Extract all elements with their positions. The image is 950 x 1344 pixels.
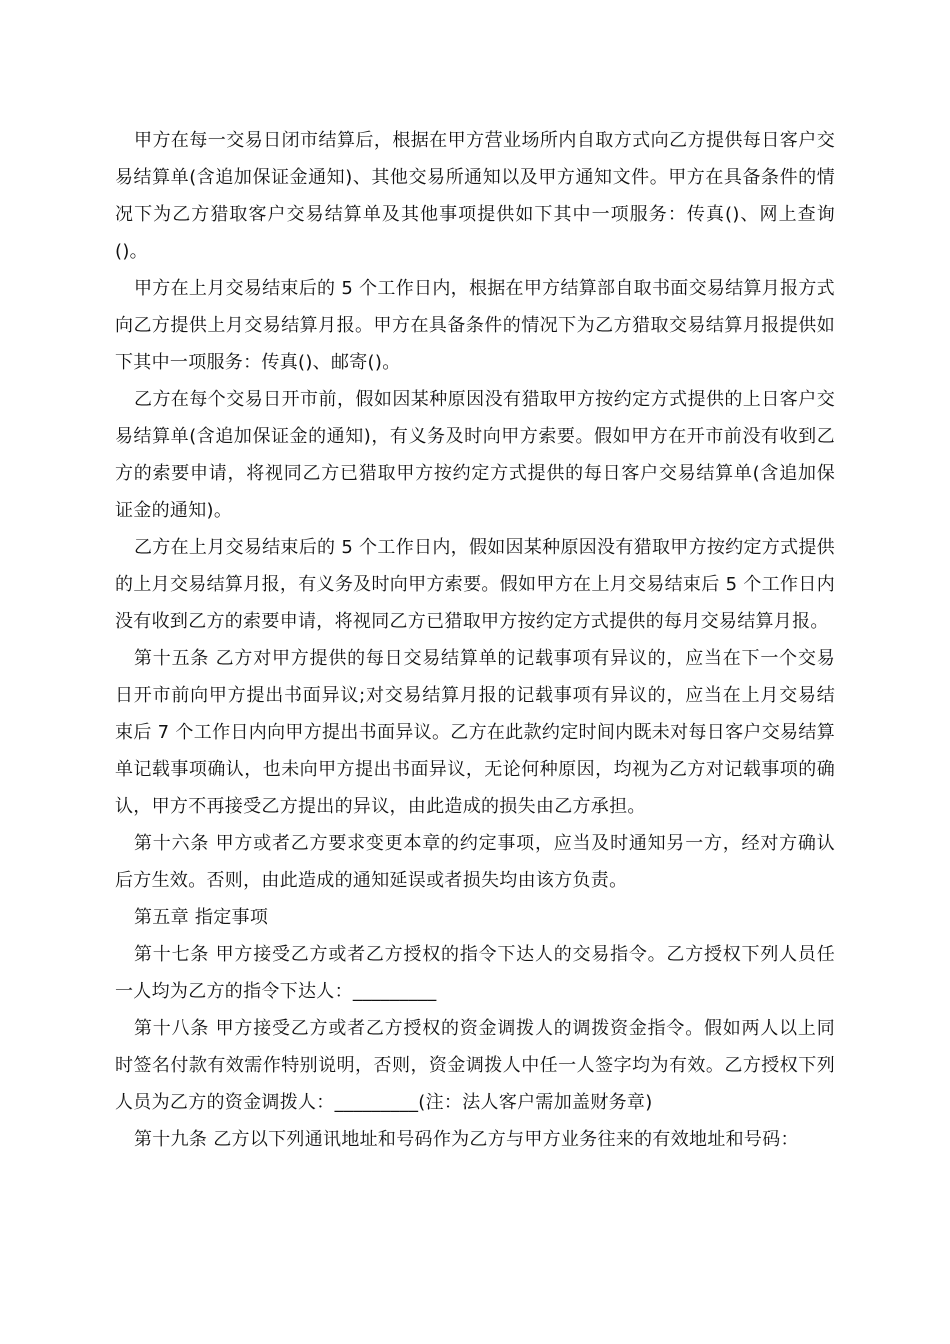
paragraph-monthly-request: 乙方在上月交易结束后的 5 个工作日内，假如因某种原因没有猎取甲方按约定方式提供的上月交易结算月报，有义务及时向甲方索要。假如甲方在上月交易结束后 5 个工作日内没有收到乙方的索要申请，将视同乙方已猎取甲方按约定方式提供的每月交易结算月报。 xyxy=(115,537,835,632)
paragraph-settlement-monthly: 甲方在上月交易结束后的 5 个工作日内，根据在甲方结算部自取书面交易结算月报方式向乙方提供上月交易结算月报。甲方在具备条件的情况下为乙方猎取交易结算月报提供如下其中一项服务：传真()、邮寄()。 xyxy=(115,278,835,373)
chapter-5-heading: 第五章 指定事项 xyxy=(134,907,269,928)
paragraph-article-15: 第十五条 乙方对甲方提供的每日交易结算单的记载事项有异议的，应当在下一个交易日开市前向甲方提出书面异议;对交易结算月报的记载事项有异议的，应当在上月交易结束后 7 个工作日内向甲方提出书面异议。乙方在此款约定时间内既未对每日客户交易结算单记载事项确认，也未向甲方提出书面异议，无论何种原因，均视为乙方对记载事项的确认，甲方不再接受乙方提出的异议，由此造成的损失由乙方承担。 xyxy=(115,648,835,817)
paragraph-article-16: 第十六条 甲方或者乙方要求变更本章的约定事项，应当及时通知另一方，经对方确认后方生效。否则，由此造成的通知延误或者损失均由该方负责。 xyxy=(115,833,835,891)
paragraph-article-17: 第十七条 甲方接受乙方或者乙方授权的指令下达人的交易指令。乙方授权下列人员任一人均为乙方的指令下达人：_________ xyxy=(115,944,835,1002)
document-body xyxy=(115,122,835,1158)
paragraph-article-19: 第十九条 乙方以下列通讯地址和号码作为乙方与甲方业务往来的有效地址和号码： xyxy=(134,1129,799,1150)
paragraph-article-18: 第十八条 甲方接受乙方或者乙方授权的资金调拨人的调拨资金指令。假如两人以上同时签名付款有效需作特别说明，否则，资金调拨人中任一人签字均为有效。乙方授权下列人员为乙方的资金调拨人：_________(注：法人客户需加盖财务章) xyxy=(115,1018,835,1113)
paragraph-settlement-daily: 甲方在每一交易日闭市结算后，根据在甲方营业场所内自取方式向乙方提供每日客户交易结算单(含追加保证金通知)、其他交易所通知以及甲方通知文件。甲方在具备条件的情况下为乙方猎取客户交易结算单及其他事项提供如下其中一项服务：传真()、网上查询()。 xyxy=(115,130,835,262)
paragraph-daily-request: 乙方在每个交易日开市前，假如因某种原因没有猎取甲方按约定方式提供的上日客户交易结算单(含追加保证金的通知)，有义务及时向甲方索要。假如甲方在开市前没有收到乙方的索要申请，将视同乙方已猎取甲方按约定方式提供的每日客户交易结算单(含追加保证金的通知)。 xyxy=(115,389,835,521)
